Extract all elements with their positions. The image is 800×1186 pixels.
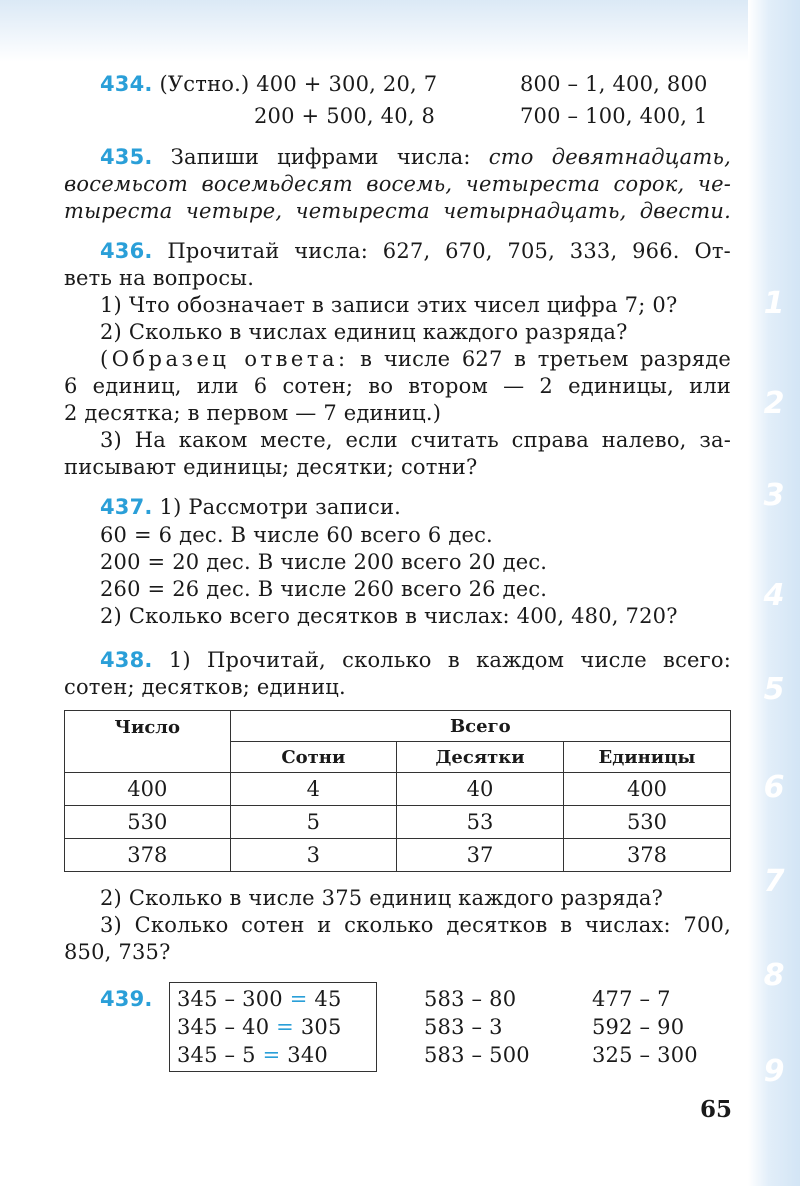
expression: 345 – 300 bbox=[177, 987, 283, 1011]
header-hundreds: Сотни bbox=[230, 742, 397, 773]
expression: 583 – 80 bbox=[424, 987, 517, 1011]
equals-sign: = bbox=[276, 1015, 294, 1039]
chapter-tab-3: 3 bbox=[763, 478, 785, 513]
exercise-number: 434. bbox=[100, 72, 153, 96]
exercise-436-line5 bbox=[100, 345, 731, 373]
exercise-text: (Устно.) 400 + 300, 20, 7 bbox=[159, 72, 438, 96]
expression: 583 – 3 bbox=[424, 1015, 503, 1039]
exercise-438-line3: 2) Сколько в числе 375 единиц каждого разряда? bbox=[100, 886, 664, 910]
exercise-436-line8: 3) На каком месте, если считать справа налево, за- bbox=[100, 428, 731, 452]
table-cell: 4 bbox=[230, 773, 397, 806]
exercise-436-line3: 1) Что обозначает в записи этих чисел цифра 7; 0? bbox=[100, 293, 678, 317]
chapter-tab-5: 5 bbox=[763, 672, 785, 707]
chapter-tab-9: 9 bbox=[763, 1054, 785, 1089]
expression: 325 – 300 bbox=[592, 1043, 698, 1067]
header-tens: Десятки bbox=[397, 742, 564, 773]
table-cell: 400 bbox=[563, 773, 730, 806]
table-cell: 400 bbox=[65, 773, 231, 806]
expression: 345 – 40 bbox=[177, 1015, 270, 1039]
result: 45 bbox=[314, 987, 342, 1011]
table-row bbox=[65, 839, 731, 872]
exercise-text: Запиши цифрами числа: bbox=[170, 145, 471, 169]
exercise-435-line3: тыреста четыре, четыреста четырнадцать, двести. bbox=[64, 199, 731, 223]
exercise-436-line7: 2 десятка; в первом — 7 единиц.) bbox=[64, 401, 442, 425]
exercise-439-number bbox=[100, 985, 153, 1013]
expression: 477 – 7 bbox=[592, 987, 671, 1011]
exercise-436-line1 bbox=[100, 237, 731, 265]
exercise-434-line1 bbox=[100, 70, 437, 98]
exercise-438-line4: 3) Сколько сотен и сколько десятков в числах: 700, bbox=[100, 913, 731, 937]
exercise-436-line9: писывают единицы; десятки; сотни? bbox=[64, 455, 478, 479]
exercise-number: 437. bbox=[100, 495, 153, 519]
header-total: Всего bbox=[230, 711, 730, 742]
table-cell: 5 bbox=[230, 806, 397, 839]
chapter-tab-2: 2 bbox=[763, 386, 785, 421]
table-cell: 3 bbox=[230, 839, 397, 872]
exercise-434-col2-line2: 700 – 100, 400, 1 bbox=[520, 104, 708, 128]
exercise-436-line2: веть на вопросы. bbox=[64, 266, 255, 290]
table-cell: 37 bbox=[397, 839, 564, 872]
exercise-number: 439. bbox=[100, 987, 153, 1011]
table-cell: 530 bbox=[563, 806, 730, 839]
exercise-438-line2: сотен; десятков; единиц. bbox=[64, 675, 346, 699]
exercise-number: 438. bbox=[100, 648, 153, 672]
example-line bbox=[177, 985, 342, 1013]
exercise-435-line1 bbox=[100, 143, 731, 171]
table-cell: 378 bbox=[563, 839, 730, 872]
header-number: Число bbox=[65, 711, 231, 773]
exercise-436-line6: 6 единиц, или 6 сотен; во втором — 2 единицы, или bbox=[64, 374, 731, 398]
exercise-437-line5: 2) Сколько всего десятков в числах: 400, 480, 720? bbox=[100, 604, 678, 628]
example-line bbox=[177, 1013, 342, 1041]
sample-answer-label: (Образец ответа: bbox=[100, 347, 349, 371]
table-cell: 53 bbox=[397, 806, 564, 839]
table-row bbox=[65, 773, 731, 806]
exercise-text: 1) Прочитай, сколько в каждом числе всего: bbox=[168, 648, 731, 672]
chapter-tab-4: 4 bbox=[763, 578, 785, 613]
exercise-434-line2: 200 + 500, 40, 8 bbox=[254, 104, 436, 128]
result: 340 bbox=[287, 1043, 328, 1067]
exercise-438-line5: 850, 735? bbox=[64, 940, 171, 964]
exercise-text: в числе 627 в третьем разряде bbox=[360, 347, 731, 371]
exercise-435-line2: восемьсот восемьдесят восемь, четыреста сорок, че- bbox=[64, 172, 731, 196]
exercise-text: 1) Рассмотри записи. bbox=[159, 495, 402, 519]
place-value-table bbox=[64, 710, 731, 872]
exercise-437-line3: 200 = 20 дес. В числе 200 всего 20 дес. bbox=[100, 550, 548, 574]
result: 305 bbox=[300, 1015, 342, 1039]
exercise-437-line4: 260 = 26 дес. В числе 260 всего 26 дес. bbox=[100, 577, 548, 601]
exercise-text: Прочитай числа: 627, 670, 705, 333, 966. От- bbox=[167, 239, 731, 263]
table-cell: 40 bbox=[397, 773, 564, 806]
exercise-437-line1 bbox=[100, 493, 401, 521]
exercise-italic-text: сто девятнадцать, bbox=[488, 145, 731, 169]
page-number: 65 bbox=[700, 1096, 733, 1123]
exercise-number: 436. bbox=[100, 239, 153, 263]
expression: 345 – 5 bbox=[177, 1043, 256, 1067]
exercise-434-col2-line1: 800 – 1, 400, 800 bbox=[520, 72, 708, 96]
exercise-436-line4: 2) Сколько в числах единиц каждого разряда? bbox=[100, 320, 628, 344]
table-cell: 530 bbox=[65, 806, 231, 839]
exercise-number: 435. bbox=[100, 145, 153, 169]
equals-sign: = bbox=[289, 987, 308, 1011]
expression: 583 – 500 bbox=[424, 1043, 530, 1067]
exercise-437-line2: 60 = 6 дес. В числе 60 всего 6 дес. bbox=[100, 523, 493, 547]
expression: 592 – 90 bbox=[592, 1015, 685, 1039]
example-line bbox=[177, 1041, 328, 1069]
chapter-tab-1: 1 bbox=[763, 286, 785, 321]
table-row bbox=[65, 806, 731, 839]
chapter-tab-8: 8 bbox=[763, 958, 785, 993]
chapter-tab-6: 6 bbox=[763, 770, 785, 805]
table-cell: 378 bbox=[65, 839, 231, 872]
equals-sign: = bbox=[262, 1043, 281, 1067]
chapter-tabs bbox=[748, 0, 800, 1186]
chapter-tab-7: 7 bbox=[763, 864, 785, 899]
header-units: Единицы bbox=[563, 742, 730, 773]
exercise-438-line1 bbox=[100, 646, 731, 674]
